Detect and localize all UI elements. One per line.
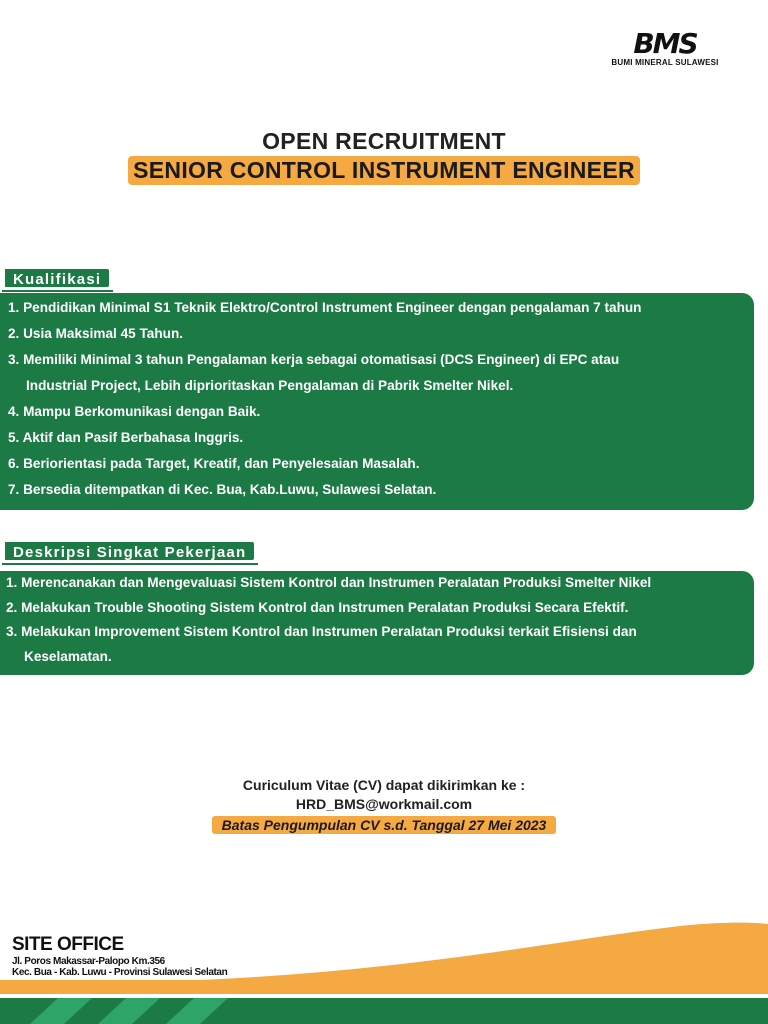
job-description-heading: Deskripsi Singkat Pekerjaan — [3, 540, 256, 562]
company-logo — [600, 27, 730, 68]
application-info — [0, 776, 768, 814]
site-office — [12, 934, 227, 978]
deadline-banner — [0, 816, 768, 835]
job-title-banner — [0, 156, 768, 185]
job-description-list — [6, 571, 754, 669]
list-item: 2. Usia Maksimal 45 Tahun. — [8, 326, 184, 341]
site-office-address-line2: Kec. Bua - Kab. Luwu - Provinsi Sulawesi Selatan — [12, 967, 228, 978]
qualifications-list — [8, 295, 754, 503]
list-item: Industrial Project, Lebih diprioritaskan Pengalaman di Pabrik Smelter Nikel. — [26, 378, 514, 393]
list-item: 3. Melakukan Improvement Sistem Kontrol dan Instrumen Peralatan Produksi terkait Efisiensi dan — [6, 624, 637, 639]
logo-company-name: BUMI MINERAL SULAWESI — [611, 58, 719, 67]
orange-band — [0, 980, 768, 994]
list-item: 2. Melakukan Trouble Shooting Sistem Kontrol dan Instrumen Peralatan Produksi Secara Efektif. — [6, 599, 629, 615]
page-title: OPEN RECRUITMENT — [262, 128, 506, 154]
qualifications-panel — [0, 293, 754, 510]
list-item: 1. Pendidikan Minimal S1 Teknik Elektro/Control Instrument Engineer dengan pengalaman 7 tahun — [8, 300, 642, 315]
list-item: Keselamatan. — [24, 648, 112, 664]
list-item: 7. Bersedia ditempatkan di Kec. Bua, Kab.Luwu, Sulawesi Selatan. — [8, 482, 437, 497]
list-item: 3. Memiliki Minimal 3 tahun Pengalaman kerja sebagai otomatisasi (DCS Engineer) di EPC atau — [8, 352, 620, 367]
deadline-text: Batas Pengumpulan CV s.d. Tanggal 27 Mei 2023 — [212, 816, 557, 834]
logo-mark: BMS — [633, 27, 697, 60]
list-item: 6. Beriorientasi pada Target, Kreatif, dan Penyelesaian Masalah. — [8, 456, 420, 471]
list-item: 4. Mampu Berkomunikasi dengan Baik. — [8, 404, 261, 419]
white-separator — [0, 994, 768, 998]
list-item: 5. Aktif dan Pasif Berbahasa Inggris. — [8, 430, 244, 445]
list-item: 1. Merencanakan dan Mengevaluasi Sistem Kontrol dan Instrumen Peralatan Produksi Smelter Nikel — [6, 575, 652, 590]
stripe-pattern — [30, 998, 228, 1024]
cv-instruction: Curiculum Vitae (CV) dapat dikirimkan ke : — [242, 777, 526, 793]
email-address: HRD_BMS@workmail.com — [295, 796, 473, 812]
site-office-address-line1: Jl. Poros Makassar-Palopo Km.356 — [12, 956, 165, 967]
qualifications-heading: Kualifikasi — [3, 267, 111, 289]
site-office-title: SITE OFFICE — [12, 934, 124, 955]
job-title: SENIOR CONTROL INSTRUMENT ENGINEER — [128, 156, 640, 185]
job-description-panel — [0, 571, 754, 675]
